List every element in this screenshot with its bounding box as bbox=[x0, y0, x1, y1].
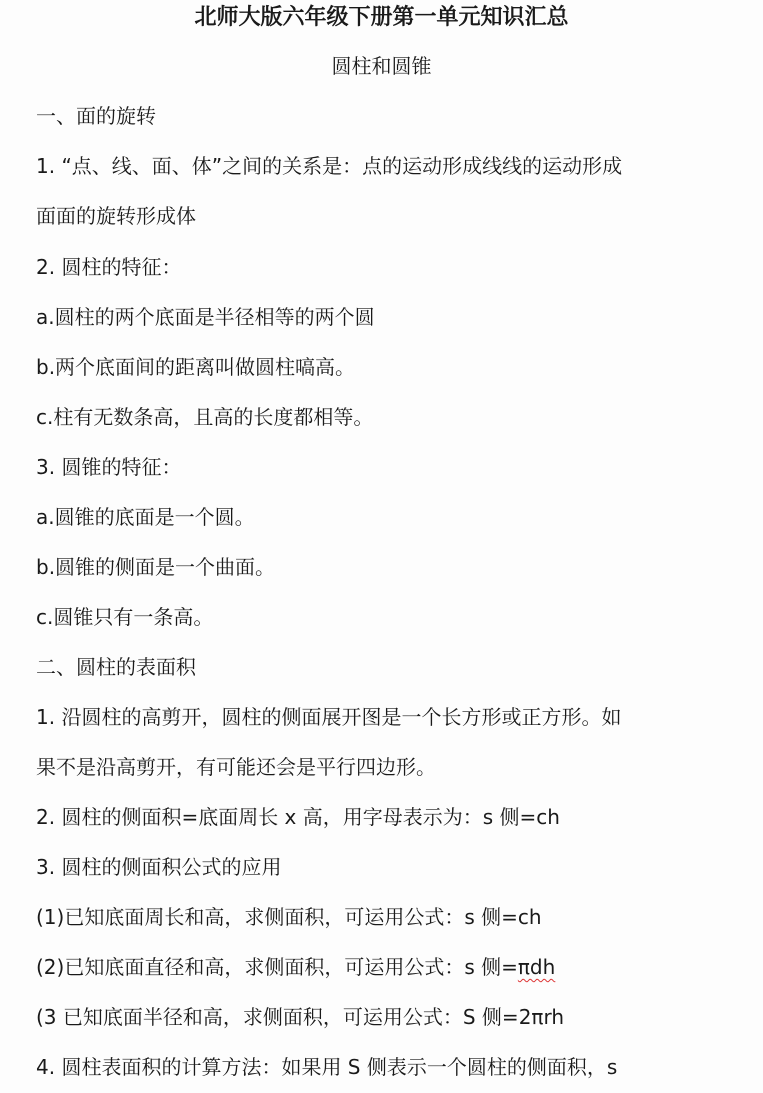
text-line: (1)已知底面周长和高，求侧面积，可运用公式：s 侧=ch bbox=[36, 905, 542, 929]
text-line: a.圆锥的底面是一个圆。 bbox=[36, 505, 255, 529]
formula-text: (2)已知底面直径和高，求侧面积，可运用公式：s 侧= bbox=[36, 955, 518, 979]
text-line: 2. 圆柱的特征： bbox=[36, 255, 182, 279]
section-heading-surface-area: 二、圆柱的表面积 bbox=[36, 655, 196, 679]
text-line: b.两个底面间的距离叫做圆柱嗃高。 bbox=[36, 355, 356, 379]
text-line: 2. 圆柱的侧面积=底面周长 x 高，用字母表示为：s 侧=ch bbox=[36, 805, 560, 829]
text-line: c.柱有无数条高，且高的长度都相等。 bbox=[36, 405, 374, 429]
text-line: 3. 圆柱的侧面积公式的应用 bbox=[36, 855, 282, 879]
text-line: 1. 沿圆柱的高剪开，圆柱的侧面展开图是一个长方形或正方形。如 bbox=[36, 705, 622, 729]
section-heading-rotation: 一、面的旋转 bbox=[36, 104, 156, 128]
document-subtitle: 圆柱和圆锥 bbox=[331, 54, 432, 78]
document-title: 北师大版六年级下册第一单元知识汇总 bbox=[194, 5, 569, 30]
text-line: a.圆柱的两个底面是半径相等的两个圆 bbox=[36, 305, 375, 329]
text-line: 果不是沿高剪开，有可能还会是平行四边形。 bbox=[36, 755, 436, 779]
text-line: 面面的旋转形成体 bbox=[36, 204, 196, 228]
text-line: c.圆锥只有一条高。 bbox=[36, 605, 214, 629]
text-line: 4. 圆柱表面积的计算方法：如果用 S 侧表示一个圆柱的侧面积，s bbox=[36, 1055, 618, 1079]
text-line: 1. “点、线、面、体”之间的关系是：点的运动形成线线的运动形成 bbox=[36, 154, 623, 178]
text-line: b.圆锥的侧面是一个曲面。 bbox=[36, 555, 276, 579]
text-line: 3. 圆锥的特征： bbox=[36, 455, 182, 479]
spellcheck-squiggle-text: πdh bbox=[517, 955, 556, 979]
text-line bbox=[36, 951, 555, 983]
text-line: (3 已知底面半径和高，求侧面积，可运用公式：S 侧=2πrh bbox=[36, 1005, 565, 1029]
